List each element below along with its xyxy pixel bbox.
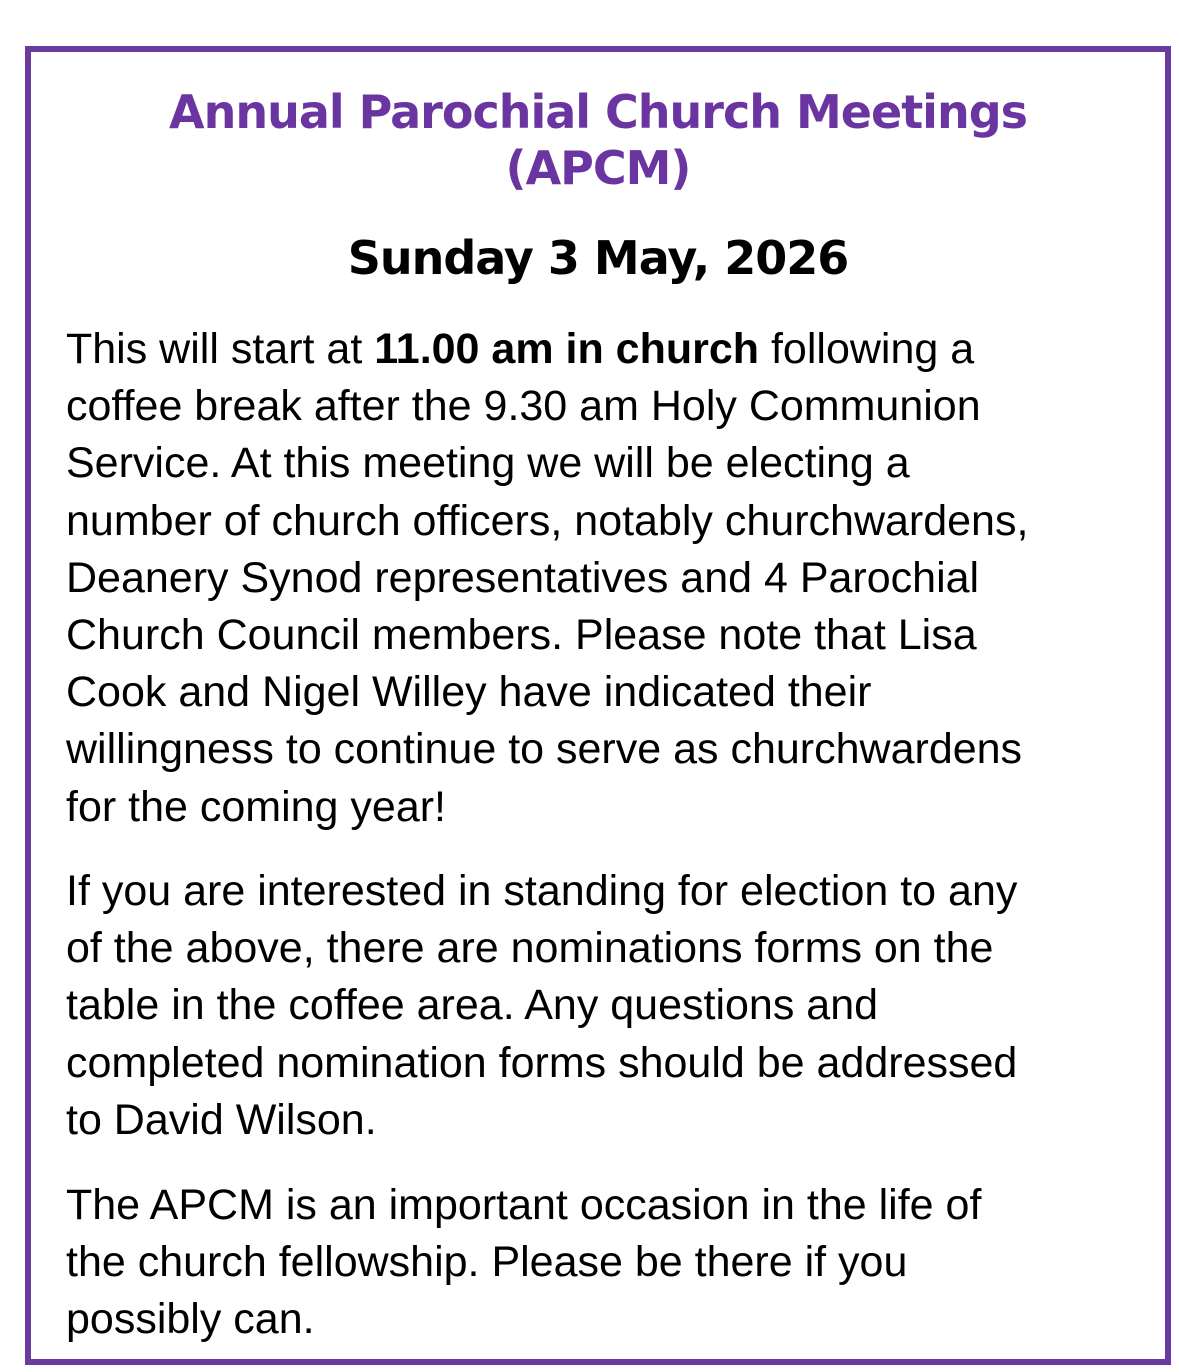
paragraph-line: to David Wilson.: [66, 1095, 377, 1144]
text-run: following a: [759, 325, 975, 373]
paragraph-line: willingness to continue to serve as churchwardens: [66, 725, 1023, 774]
title-line-1: Annual Parochial Church Meetings: [168, 85, 1028, 139]
meeting-date: Sunday 3 May, 2026: [347, 231, 849, 285]
title-line-2: (APCM): [505, 141, 691, 195]
paragraph-line: The APCM is an important occasion in the life of: [66, 1181, 982, 1229]
paragraph-line: completed nomination forms should be addressed: [66, 1038, 1018, 1087]
text-run: This will start at: [66, 325, 375, 373]
page-title: [31, 84, 1165, 196]
paragraph-line: for the coming year!: [66, 782, 447, 831]
paragraph-line: number of church officers, notably churchwardens,: [66, 496, 1029, 545]
paragraph-line: the church fellowship. Please be there if you: [66, 1238, 908, 1287]
paragraph-line: Cook and Nigel Willey have indicated their: [66, 668, 872, 717]
paragraph-line: table in the coffee area. Any questions and: [66, 981, 879, 1030]
paragraph-line: Deanery Synod representatives and 4 Parochial: [66, 553, 980, 602]
paragraph-line: Church Council members. Please note that Lisa: [66, 611, 977, 660]
paragraph-line: If you are interested in standing for election to any: [66, 867, 1018, 915]
paragraph-line: [66, 321, 1156, 378]
paragraph-line: of the above, there are nominations forms on the: [66, 924, 994, 973]
meeting-time-place: 11.00 am in church: [374, 325, 760, 373]
paragraph-meeting-details: [66, 321, 1156, 836]
paragraph-nominations: [66, 863, 1156, 1149]
notice-box: [25, 46, 1171, 1365]
paragraph-line: coffee break after the 9.30 am Holy Communion: [66, 382, 981, 431]
paragraph-closing: [66, 1177, 1156, 1349]
paragraph-line: Service. At this meeting we will be electing a: [66, 439, 910, 488]
paragraph-line: possibly can.: [66, 1295, 315, 1344]
